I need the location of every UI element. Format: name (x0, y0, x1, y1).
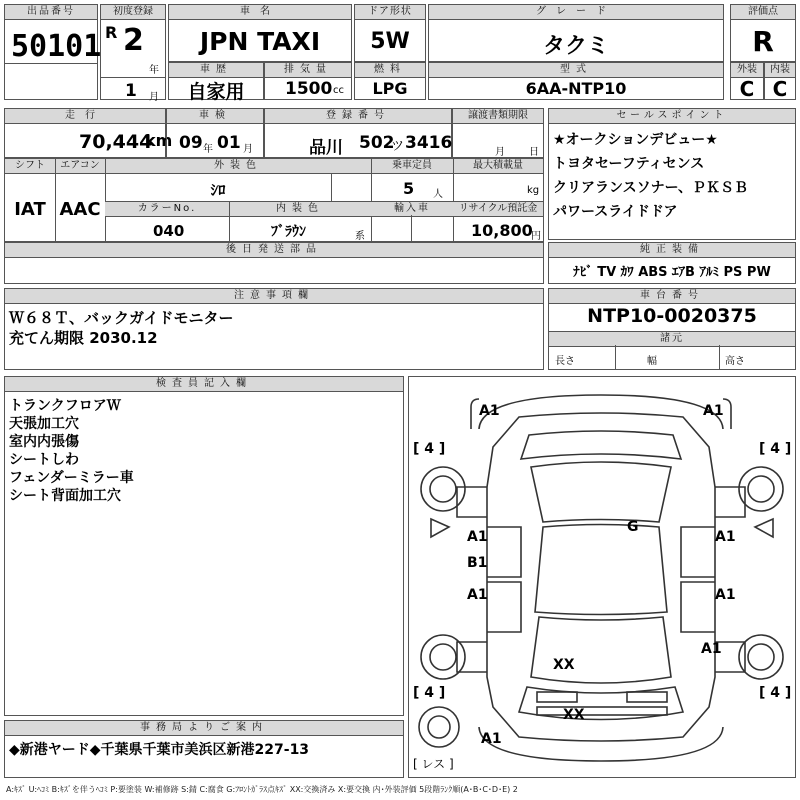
damage-right-rear-door: A1 (715, 587, 736, 603)
grade: タクミ (542, 34, 609, 59)
capacity-header: 乗車定員 (371, 159, 453, 174)
chassis-box (548, 288, 796, 370)
max-load-header: 最大積載量 (453, 159, 543, 174)
note-2: 充てん期限 2030.12 (9, 329, 158, 347)
first-registration-box (100, 4, 166, 103)
chassis-number: NTP10-0020375 (587, 305, 757, 327)
interior-header: 内装 (765, 63, 795, 78)
later-parts-box (4, 242, 544, 284)
door-header: ドア形状 (355, 5, 425, 20)
registration-number-box (264, 108, 452, 158)
capacity-unit: 人 (433, 189, 443, 200)
dim-length: 長さ (555, 356, 575, 367)
damage-front-bumper-left: A1 (479, 403, 500, 419)
fuel-box (354, 62, 426, 100)
dimensions-header: 諸元 (549, 331, 795, 347)
first-reg-year-unit: 年 (149, 65, 159, 76)
inspection-month: 01 (217, 133, 241, 153)
first-reg-header: 初度登録 (101, 5, 165, 20)
grade-box (428, 4, 724, 62)
score-header: 評価点 (731, 5, 795, 20)
sales-point-4: パワースライドドア (553, 204, 678, 220)
lot-number: 50101 (11, 29, 102, 64)
model: 6AA-NTP10 (525, 79, 627, 98)
exterior-score: C (739, 77, 755, 101)
transfer-box (452, 108, 544, 158)
replaced-rear-glass: XX (553, 657, 575, 673)
inspector-note-4: シートしわ (9, 452, 79, 468)
mileage-unit: km (145, 131, 173, 150)
first-reg-month-unit: 月 (149, 92, 159, 103)
spare-tyre: [ レス ] (413, 757, 454, 771)
sales-points-header: セールスポイント (549, 109, 795, 124)
inspection-box (166, 108, 264, 158)
exterior-header: 外装 (731, 63, 763, 78)
first-reg-era: R (105, 23, 118, 42)
score: R (752, 25, 774, 58)
aircon: AAC (59, 199, 101, 220)
tyre-front-left: [ 4 ] (413, 441, 446, 457)
replaced-rear-panel: XX (563, 707, 585, 723)
door-type: 5W (370, 29, 410, 54)
shift-aircon-box (4, 158, 544, 242)
history-box (168, 62, 264, 103)
car-diagram (409, 377, 795, 777)
tyre-front-right: [ 4 ] (759, 441, 792, 457)
aircon-header: エアコン (55, 159, 105, 174)
mileage-box (4, 108, 173, 158)
displacement-header: 排気量 (265, 63, 351, 78)
office-box (4, 720, 404, 778)
color-no: 040 (153, 222, 185, 240)
door-box (354, 4, 426, 62)
fuel: LPG (372, 79, 408, 98)
car-name-header: 車名 (169, 5, 351, 20)
exterior-score-box (730, 62, 764, 100)
capacity: 5 (403, 179, 415, 198)
reg-place: 品川 (309, 138, 343, 158)
chassis-header: 車台番号 (549, 289, 795, 304)
damage-front-bumper-right: A1 (703, 403, 724, 419)
inspector-note-5: フェンダーミラー車 (9, 470, 134, 486)
int-color: ﾌﾞﾗｳﾝ (271, 224, 306, 240)
damage-left-rear-door: A1 (467, 587, 488, 603)
interior-score-box (764, 62, 796, 100)
displacement: 1500 (285, 79, 333, 99)
reg-no-header: 登録番号 (265, 109, 451, 124)
recycle: 10,800 (471, 221, 533, 240)
lot-number-box (4, 4, 102, 100)
equipment-list: ﾅﾋﾞ TV ｶﾜ ABS ｴｱB ｱﾙﾐ PS PW (573, 265, 771, 280)
displacement-box (264, 62, 352, 100)
inspector-header: 検査員記入欄 (5, 377, 403, 392)
inspector-note-2: 天張加工穴 (9, 416, 79, 432)
inspector-box (4, 376, 404, 716)
shift-header: シフト (5, 159, 55, 174)
lot-number-header: 出品番号 (5, 5, 97, 20)
inspector-note-1: トランクフロアＷ (9, 398, 121, 414)
history: 自家用 (187, 81, 245, 103)
tyre-rear-left: [ 4 ] (413, 685, 446, 701)
notes-header: 注意事項欄 (5, 289, 543, 304)
transfer-header: 譲渡書類期限 (453, 109, 543, 124)
int-color-unit: 系 (355, 231, 365, 242)
sales-point-1: ★オークションデビュー★ (553, 132, 718, 148)
car-name-box (168, 4, 352, 62)
equipment-box (548, 242, 796, 284)
recycle-unit: 円 (531, 231, 541, 242)
legend: A:ｷｽﾞ U:ﾍｺﾐ B:ｷｽﾞを伴うﾍｺﾐ P:要塗装 W:補修跡 S:錆 C:腐食 G:ﾌﾛﾝﾄｶﾞﾗｽ点ｷｽﾞ XX:交換済み X:要交換 内･外装評価 5段階ﾗﾝｸ順(A･B･C･D･E) 2 (6, 785, 518, 794)
recycle-header: リサイクル預託金 (453, 201, 543, 217)
damage-left-front-door: A1 (467, 529, 488, 545)
car-name: JPN TAXI (199, 27, 321, 56)
ext-color: ｼﾛ (210, 181, 226, 199)
inspection-header: 車検 (167, 109, 263, 124)
dim-height: 高さ (725, 356, 745, 367)
later-parts-header: 後日発送部品 (5, 243, 543, 258)
max-load-unit: kg (527, 185, 540, 196)
reg-number: 3416 (405, 133, 453, 153)
inspection-year-unit: 年 (203, 144, 213, 155)
import-header: 輸入車 (371, 201, 453, 217)
inspection-month-unit: 月 (243, 144, 253, 155)
car-diagram-box (408, 376, 796, 778)
transfer-day-unit: 日 (529, 147, 539, 158)
sales-points-box (548, 108, 796, 240)
office-notice: ◆新港ヤード◆千葉県千葉市美浜区新港227-13 (9, 742, 310, 758)
ext-color-header: 外装色 (105, 159, 371, 174)
inspector-note-6: シート背面加工穴 (9, 488, 121, 504)
transfer-month-unit: 月 (495, 147, 505, 158)
int-color-header: 内装色 (229, 201, 371, 217)
damage-right-rear-fender: A1 (701, 641, 722, 657)
damage-rear-bumper: A1 (481, 731, 502, 747)
first-reg-year: 2 (123, 23, 144, 58)
fuel-header: 燃料 (355, 63, 425, 78)
dim-width: 幅 (647, 356, 657, 367)
color-no-header: カラーNo. (105, 201, 229, 217)
displacement-unit: cc (333, 85, 344, 96)
inspector-note-3: 室内内張傷 (9, 434, 79, 450)
damage-right-front-door: A1 (715, 529, 736, 545)
inspection-year: 09 (179, 133, 203, 153)
sales-point-2: トヨタセーフティセンス (553, 156, 705, 172)
history-header: 車歴 (169, 63, 263, 78)
model-box (428, 62, 724, 100)
shift: IAT (14, 199, 46, 220)
interior-score: C (772, 77, 788, 101)
sales-point-3: クリアランスソナー、ＰＫＳＢ (553, 180, 749, 196)
reg-kana: ツ (391, 139, 405, 154)
notes-box (4, 288, 544, 370)
damage-windshield: G (627, 519, 639, 535)
first-reg-month: 1 (125, 81, 137, 101)
mileage-header: 走行 (5, 109, 165, 124)
grade-header: グレード (429, 5, 723, 20)
damage-left-front-door-dent: B1 (467, 555, 488, 571)
equipment-header: 純正装備 (549, 243, 795, 258)
reg-class: 502 (359, 133, 395, 153)
tyre-rear-right: [ 4 ] (759, 685, 792, 701)
office-header: 事務局よりご案内 (5, 721, 403, 736)
mileage: 70,444 (79, 131, 153, 153)
note-1: Ｗ６８Ｔ、バックガイドモニター (9, 309, 234, 327)
model-header: 型式 (429, 63, 723, 78)
score-box (730, 4, 796, 62)
